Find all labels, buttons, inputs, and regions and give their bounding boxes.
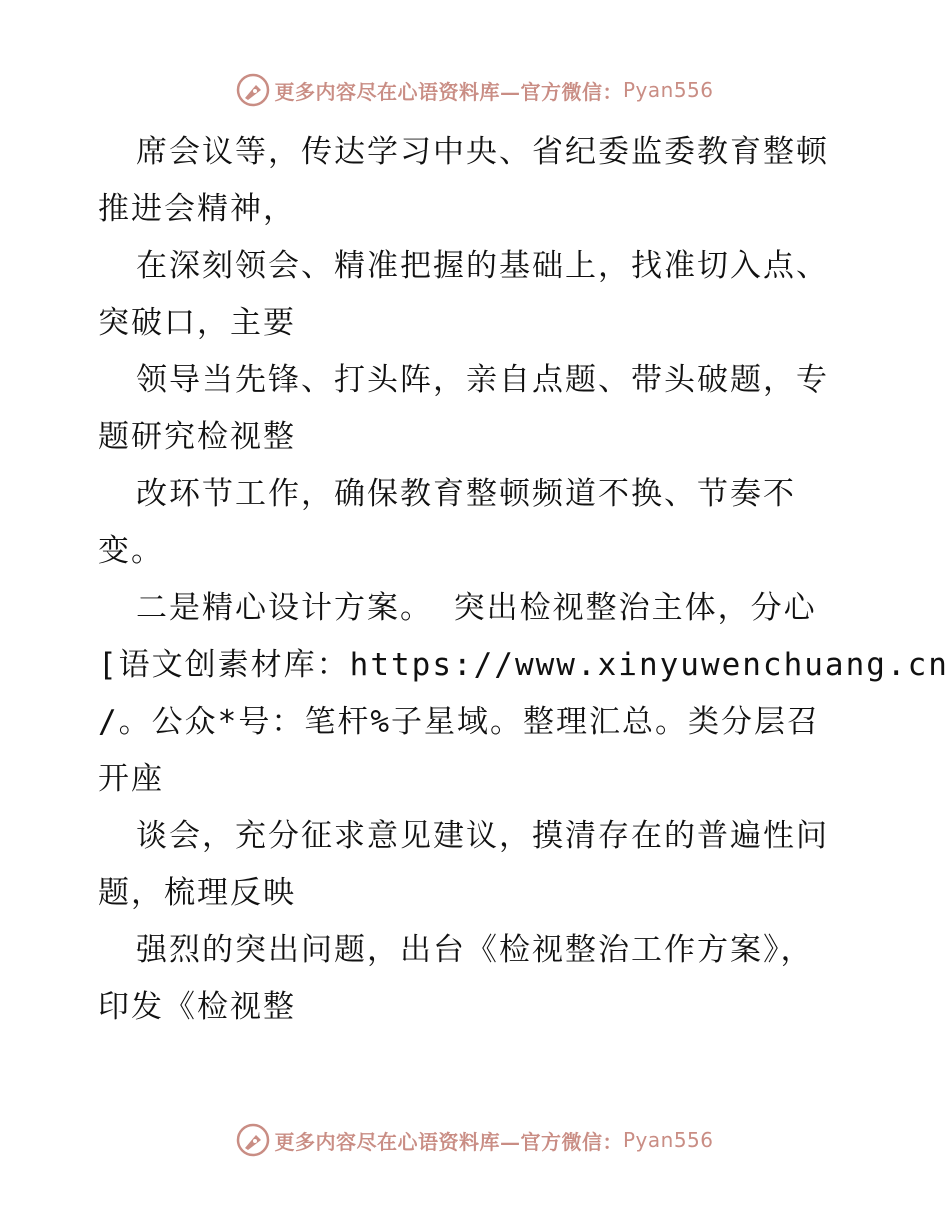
body-line-1: 席会议等，传达学习中央、省纪委监委教育整顿 <box>136 134 829 170</box>
footer-banner-wechat-id: Pyan556 <box>622 1128 714 1152</box>
body-line-9: 二是精心设计方案。 突出检视整治主体，分心 <box>136 590 817 626</box>
header-watermark-banner <box>0 70 950 110</box>
body-line-13: 谈会，充分征求意见建议，摸清存在的普遍性问 <box>136 818 829 854</box>
footer-banner-text: 更多内容尽在心语资料库—官方微信： <box>274 1129 623 1154</box>
body-line-4: 突破口，主要 <box>98 305 296 341</box>
pen-nib-logo-icon <box>236 1123 270 1157</box>
body-line-8: 变。 <box>98 533 164 569</box>
body-line-7: 改环节工作，确保教育整顿频道不换、节奏不 <box>136 476 796 512</box>
header-banner-wechat-id: Pyan556 <box>622 78 714 102</box>
body-line-3: 在深刻领会、精准把握的基础上，找准切入点、 <box>136 248 829 284</box>
header-banner-text: 更多内容尽在心语资料库—官方微信： <box>274 79 623 104</box>
body-line-5: 领导当先锋、打头阵，亲自点题、带头破题，专 <box>136 362 829 398</box>
body-line-10: [语文创素材库：https://www.xinyuwenchuang.cn <box>98 647 949 683</box>
footer-watermark-banner <box>0 1120 950 1160</box>
document-body <box>98 124 949 1036</box>
body-line-11: /。公众*号：笔杆%子星域。整理汇总。类分层召 <box>98 704 820 740</box>
body-line-16: 印发《检视整 <box>98 989 296 1025</box>
body-line-14: 题，梳理反映 <box>98 875 296 911</box>
body-line-12: 开座 <box>98 761 164 797</box>
body-line-15: 强烈的突出问题，出台《检视整治工作方案》， <box>136 932 814 968</box>
body-line-6: 题研究检视整 <box>98 419 296 455</box>
body-line-2: 推进会精神， <box>98 191 296 227</box>
pen-nib-logo-icon <box>236 73 270 107</box>
